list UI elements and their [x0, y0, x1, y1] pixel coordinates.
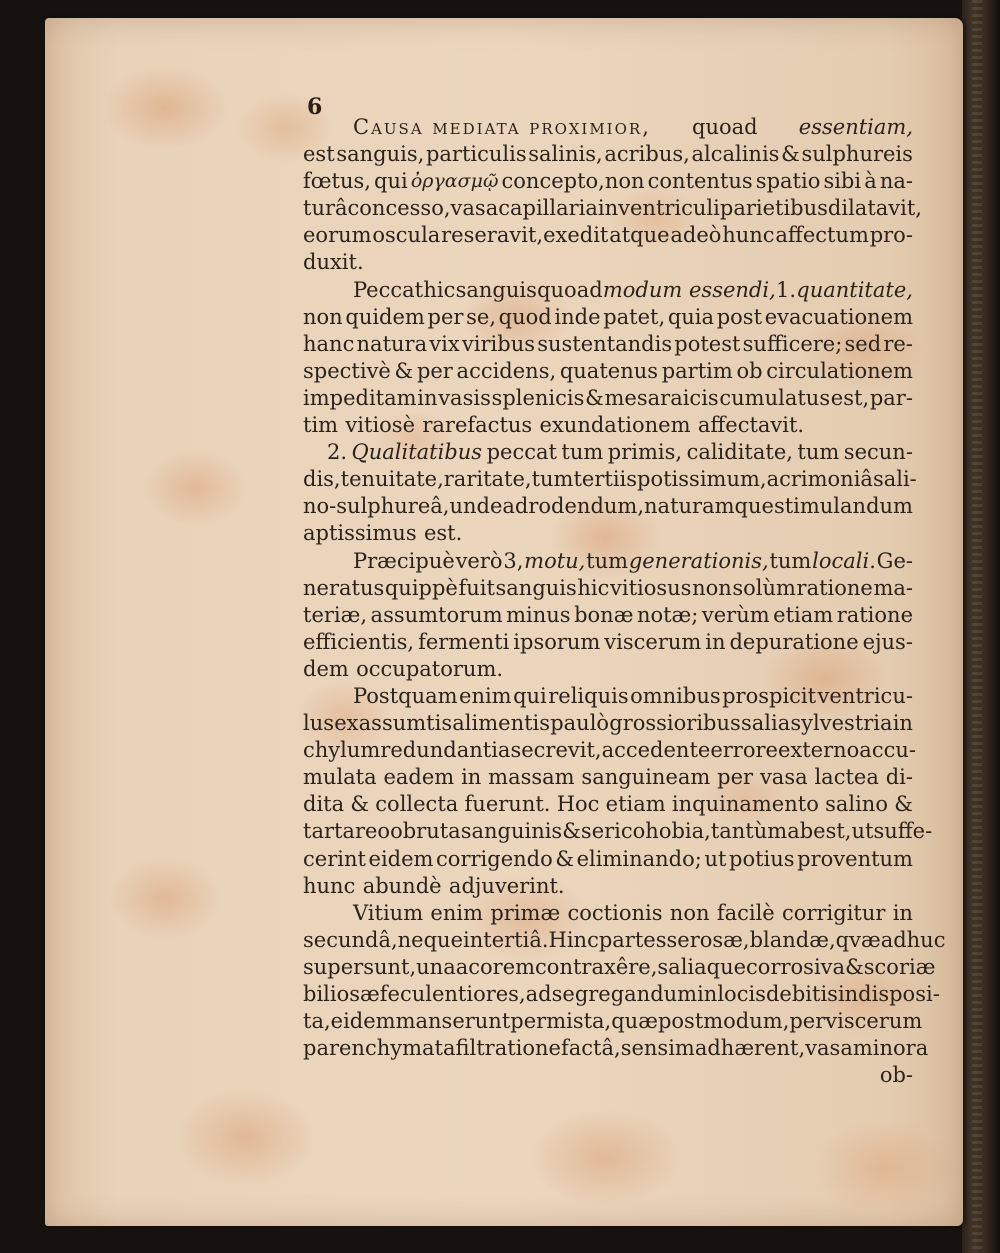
word: concesso,: [347, 196, 451, 221]
word: in: [892, 900, 913, 925]
word: tim: [303, 413, 339, 438]
word: partes: [598, 927, 667, 952]
word: saliaque: [657, 954, 747, 979]
word: sulphureis: [801, 142, 913, 167]
word: Postquam: [353, 683, 458, 708]
word: etiam: [773, 602, 834, 627]
word: quia: [667, 304, 715, 329]
word: factâ,: [560, 1036, 621, 1061]
word: sensim: [620, 1036, 695, 1061]
word: prospicit: [722, 683, 817, 708]
word: bonæ: [574, 602, 634, 627]
word: in: [892, 711, 913, 736]
word: solùm: [732, 575, 796, 600]
word: corrosiva: [746, 954, 846, 979]
word: errore: [710, 738, 778, 763]
word: inquinamento: [671, 792, 819, 817]
word: vasa: [805, 1036, 853, 1061]
word: occupatorum.: [356, 656, 504, 681]
word: teriæ,: [303, 602, 368, 627]
word: turâ: [303, 196, 348, 221]
word: obruta: [390, 819, 461, 844]
word: supersunt,: [303, 954, 417, 979]
word: adhærent,: [694, 1036, 806, 1061]
word: sed: [844, 331, 882, 356]
word: hic: [577, 575, 610, 600]
word: impeditam: [303, 385, 417, 410]
word: manserunt: [395, 1009, 511, 1034]
word: qui: [513, 683, 547, 708]
text-line: [303, 683, 913, 710]
word: fermenti: [418, 629, 510, 654]
word: raritate,tum: [443, 467, 574, 492]
word: ventriculi: [618, 196, 720, 221]
word: primis,: [607, 440, 683, 465]
word: segregandum: [551, 982, 698, 1006]
word: eorum: [303, 223, 372, 248]
word: spectivè: [303, 358, 391, 383]
word: Causa mediata proximior,: [353, 115, 651, 139]
word: minus: [506, 602, 571, 627]
word: sustentandis: [537, 331, 673, 356]
word: per: [427, 304, 464, 329]
text-line: [303, 764, 913, 791]
word: quippè: [384, 575, 458, 600]
word: locis: [717, 982, 766, 1006]
word: vitiosè: [345, 413, 416, 438]
word: est.: [423, 521, 463, 546]
text-line: [303, 168, 913, 195]
word: seri: [580, 819, 621, 844]
text-line: [303, 737, 916, 764]
word: modum essendi,: [602, 277, 776, 302]
word: salia: [740, 711, 791, 736]
word: adeò: [670, 223, 722, 248]
word: scoriæ: [863, 954, 936, 979]
word: parenchymata: [303, 1036, 456, 1061]
word: accidens,: [456, 358, 557, 383]
word: lus: [303, 711, 335, 736]
word: abest,ut: [787, 819, 874, 844]
word: verùm: [701, 602, 770, 627]
word: lactea: [814, 765, 879, 790]
word: Vitium: [353, 900, 424, 925]
word: na-: [879, 169, 913, 194]
word: dilatavit,: [827, 196, 922, 221]
text-line: [303, 358, 913, 385]
text-line: [303, 1035, 929, 1062]
text-line: [303, 791, 913, 818]
word: in: [697, 982, 718, 1006]
word: essentiam,: [798, 115, 913, 139]
word: capillaria: [498, 196, 598, 221]
word: corrigendo: [436, 846, 553, 871]
word: rarefactus: [422, 413, 533, 438]
text-line: [303, 575, 913, 602]
word: dis,: [303, 467, 341, 492]
text-line: [303, 927, 946, 954]
word: tum: [769, 548, 812, 573]
word: omnibus: [630, 683, 721, 708]
word: neratus: [303, 575, 385, 600]
word: abundè: [362, 873, 442, 898]
text-line: [303, 439, 913, 466]
word: alcalinis: [691, 142, 780, 167]
word: inde: [554, 304, 601, 329]
word: &: [585, 385, 604, 410]
word: feculentiores,ad: [379, 982, 552, 1006]
word: exundationem: [539, 413, 691, 438]
word: ipsorum: [513, 629, 601, 654]
word: atque: [609, 223, 670, 248]
word: tartareo: [303, 819, 391, 844]
word: duxit.: [303, 250, 364, 275]
word: in: [463, 927, 484, 952]
word: 1.: [775, 277, 797, 302]
word: re-: [883, 331, 913, 356]
word: quantitate,: [796, 277, 913, 302]
word: &: [350, 792, 370, 817]
word: fœtus,: [303, 169, 371, 194]
word: fuerunt.: [464, 792, 551, 817]
word: spatio: [755, 169, 821, 194]
word: contraxêre,: [535, 954, 658, 979]
word: particulis: [425, 142, 527, 167]
word: tum: [586, 548, 629, 573]
text-line: [303, 873, 913, 900]
word: enim: [459, 683, 512, 708]
text-line: [303, 277, 913, 304]
word: verò: [455, 548, 503, 573]
page-number: 6: [307, 94, 323, 120]
word: oscula: [372, 223, 441, 248]
text-line: [303, 1062, 913, 1089]
text-line: [303, 141, 913, 168]
word: qui: [374, 169, 408, 194]
text-line: [303, 818, 933, 845]
word: acribus,: [604, 142, 690, 167]
word: stimulandum: [773, 494, 913, 519]
word: affectavit.: [697, 413, 805, 438]
word: potissimum,: [637, 467, 767, 492]
book-edge-background: [962, 0, 1000, 1253]
word: cohobia,tantùm: [620, 819, 788, 844]
text-line: [303, 520, 913, 547]
word: hanc: [303, 331, 355, 356]
word: minora: [852, 1036, 929, 1061]
word: post: [716, 304, 763, 329]
word: ut: [704, 846, 727, 871]
word: generationis,: [628, 548, 769, 573]
word: sibi: [823, 169, 862, 194]
word: quod: [498, 304, 552, 329]
text-line: [303, 466, 917, 493]
word: à: [864, 169, 877, 194]
word: ob-: [879, 1063, 913, 1088]
word: vasis: [438, 385, 491, 410]
word: non: [692, 575, 732, 600]
word: 2.: [327, 440, 348, 465]
word: sanguis: [495, 575, 577, 600]
word: grossioribus: [609, 711, 741, 736]
word: acorem: [455, 954, 536, 979]
word: parietibus: [719, 196, 828, 221]
text-line: [303, 304, 913, 331]
text-line: [303, 331, 913, 358]
word: est,: [830, 385, 870, 410]
word: sanguis,: [336, 142, 425, 167]
text-line: [303, 548, 913, 575]
word: in: [417, 385, 438, 410]
word: assumtorum: [370, 602, 503, 627]
word: secundâ,neque: [303, 927, 464, 952]
word: hunc: [722, 223, 775, 248]
word: tum: [561, 440, 604, 465]
word: &: [894, 792, 913, 817]
word: permista,: [510, 1009, 612, 1034]
word: per: [717, 765, 754, 790]
word: vitiosus: [610, 575, 692, 600]
word: mulata: [303, 765, 377, 790]
word: debitis: [765, 982, 838, 1006]
word: di-: [885, 765, 913, 790]
word: collecta: [375, 792, 459, 817]
word: ratione: [796, 575, 873, 600]
text-line: [303, 493, 913, 520]
word: eidem: [368, 846, 434, 871]
word: unde: [449, 494, 503, 519]
word: quoad: [537, 277, 603, 302]
word: reseravit,exedit: [441, 223, 609, 248]
word: adjuverint.: [448, 873, 565, 898]
word: paulò: [550, 711, 610, 736]
word: &: [555, 846, 575, 871]
word: redundantia: [380, 738, 511, 763]
word: eadem: [383, 765, 455, 790]
word: ventricu-: [817, 683, 913, 708]
word: corrigitur: [782, 900, 886, 925]
word: assumtis: [358, 711, 453, 736]
word: adhuc: [880, 927, 946, 952]
word: peccat: [486, 440, 557, 465]
word: filtratione: [455, 1036, 561, 1061]
text-line: [303, 114, 913, 141]
word: patet,: [603, 304, 666, 329]
word: ratione: [836, 602, 913, 627]
word: non: [669, 900, 710, 925]
word: proventum: [797, 846, 913, 871]
word: natura: [356, 331, 428, 356]
word: etiam: [605, 792, 666, 817]
word: tenuitate,: [340, 467, 444, 492]
text-line: [303, 900, 913, 927]
text-line: [303, 1008, 923, 1035]
text-line: [303, 629, 913, 656]
word: secun-: [843, 440, 913, 465]
word: primæ: [490, 900, 561, 925]
word: vix: [429, 331, 460, 356]
word: sylvestria: [790, 711, 893, 736]
word: ex: [334, 711, 359, 736]
word: ta,: [303, 1009, 331, 1034]
word: biliosæ: [303, 982, 380, 1006]
word: ob: [736, 358, 763, 383]
word: ejus-: [862, 629, 913, 654]
word: potius: [729, 846, 795, 871]
word: secrevit,: [510, 738, 602, 763]
word: massam: [488, 765, 575, 790]
word: hic: [423, 277, 456, 302]
word: quatenus: [559, 358, 659, 383]
word: sufficere;: [742, 331, 843, 356]
word: splenicis: [491, 385, 585, 410]
word: evacuationem: [764, 304, 913, 329]
text-line: [303, 602, 913, 629]
word: chylum: [303, 738, 381, 763]
text-line: [303, 195, 922, 222]
word: naturamque: [644, 494, 774, 519]
text-line: [303, 385, 913, 412]
word: Peccat: [353, 277, 424, 302]
body-text: [303, 114, 946, 1089]
word: depuratione: [729, 629, 859, 654]
word: cumulatus: [719, 385, 831, 410]
word: serosæ,blandæ,qvæ: [666, 927, 881, 952]
text-line: [303, 981, 940, 1008]
text-line: [303, 249, 913, 276]
word: dem: [303, 656, 349, 681]
word: sali-: [872, 467, 917, 492]
text-line: [303, 222, 913, 249]
word: &: [845, 954, 864, 979]
word: pro-: [869, 223, 913, 248]
word: non: [303, 304, 343, 329]
word: reliquis: [548, 683, 629, 708]
word: cerint: [303, 846, 366, 871]
word: 3,: [503, 548, 524, 573]
word: viribus: [461, 331, 536, 356]
word: in: [597, 196, 619, 221]
word: ὀργασμῷ: [410, 170, 499, 193]
word: viscerum: [604, 629, 702, 654]
word: accedente: [601, 738, 711, 763]
word: ma-: [873, 575, 913, 600]
word: rodendum,: [528, 494, 645, 519]
word: motu,: [524, 548, 586, 573]
word: mesaraicis: [604, 385, 719, 410]
word: par-: [869, 385, 913, 410]
word: aptissimus: [303, 521, 417, 546]
word: Qualitatibus: [351, 440, 483, 465]
word: vasa: [759, 765, 808, 790]
word: locali.: [812, 548, 876, 573]
word: sanguinis: [460, 819, 563, 844]
word: eidem: [330, 1009, 396, 1034]
word: acrimoniâ: [766, 467, 873, 492]
word: una: [416, 954, 456, 979]
word: affectum: [775, 223, 869, 248]
word: ad: [502, 494, 529, 519]
word: quæ: [611, 1009, 658, 1034]
text-line: [303, 954, 936, 981]
word: sanguis: [455, 277, 537, 302]
word: no-sulphureâ,: [303, 494, 450, 519]
word: enim: [430, 900, 484, 925]
word: notæ;: [636, 602, 699, 627]
word: contentus: [647, 169, 753, 194]
word: tertiâ.Hinc: [483, 927, 599, 952]
word: Ge-: [876, 548, 913, 573]
word: tertiis: [573, 467, 638, 492]
word: alimentis: [452, 711, 551, 736]
text-line: [303, 656, 913, 683]
word: &: [394, 358, 414, 383]
text-line: [303, 412, 913, 439]
word: viscerum: [825, 1009, 923, 1034]
word: partim: [661, 358, 733, 383]
word: suffe-: [873, 819, 933, 844]
word: vasa: [450, 196, 499, 221]
book-page: [45, 18, 963, 1226]
word: &: [781, 142, 800, 167]
word: in: [705, 629, 726, 654]
word: externo: [777, 738, 860, 763]
word: hunc: [303, 873, 356, 898]
text-line: [303, 710, 913, 737]
word: potest: [674, 331, 741, 356]
word: efficientis,: [303, 629, 415, 654]
word: accu-: [859, 738, 916, 763]
word: salino: [825, 792, 888, 817]
word: &: [562, 819, 581, 844]
text-line: [303, 846, 913, 873]
word: sanguineam: [581, 765, 711, 790]
word: concepto,non: [501, 169, 645, 194]
word: indisposi-: [837, 982, 940, 1006]
word: Præcipuè: [353, 548, 455, 573]
word: circulationem: [766, 358, 913, 383]
word: quoad: [692, 115, 758, 139]
word: se,: [466, 304, 496, 329]
word: postmodum,per: [657, 1009, 826, 1034]
word: in: [461, 765, 482, 790]
word: Hoc: [556, 792, 600, 817]
word: facilè: [716, 900, 775, 925]
word: est: [303, 142, 335, 167]
word: eliminando;: [576, 846, 702, 871]
word: caliditate,: [686, 440, 793, 465]
word: fuit: [458, 575, 495, 600]
word: coctionis: [567, 900, 663, 925]
word: tum: [797, 440, 840, 465]
word: salinis,: [528, 142, 603, 167]
word: per: [416, 358, 453, 383]
word: quidem: [345, 304, 425, 329]
word: dita: [303, 792, 345, 817]
